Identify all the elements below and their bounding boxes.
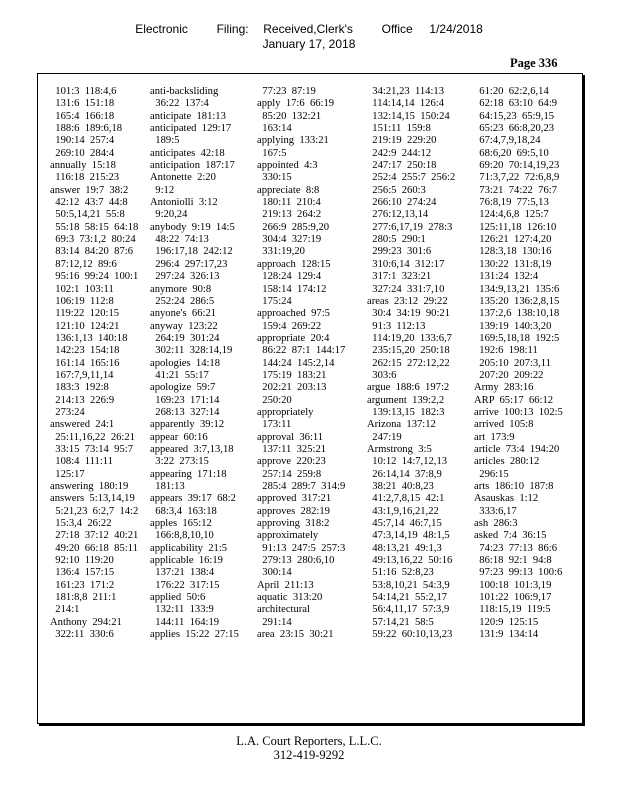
- index-entry-line: 108:4 111:11: [50, 456, 113, 468]
- index-entry-line: 71:3,7,22 72:6,8,9: [474, 172, 560, 184]
- index-entry-line: answered 24:1: [50, 419, 115, 431]
- index-entry-line: 128:3,18 130:16: [474, 246, 552, 258]
- index-entry-line: 95:16 99:24 100:1: [50, 271, 139, 283]
- index-entry-line: aquatic 313:20: [257, 592, 323, 604]
- index-entry-line: 118:15,19 119:5: [474, 604, 551, 616]
- index-entry-line: appears 39:17 68:2: [150, 493, 236, 505]
- index-entry-line: 269:10 284:4: [50, 147, 115, 159]
- index-entry-line: 100:18 101:3,19: [474, 579, 552, 591]
- index-entry-line: 101:22 106:9,17: [474, 592, 552, 604]
- index-entry-line: 242:9 244:12: [367, 147, 432, 159]
- index-entry-line: 36:22 137:4: [150, 98, 209, 110]
- index-entry-line: 132:11 133:9: [150, 604, 214, 616]
- index-entry-line: 139:19 140:3,20: [474, 320, 552, 332]
- index-entry-line: 165:4 166:18: [50, 110, 115, 122]
- index-column-1: [50, 86, 138, 641]
- index-entry-line: 302:11 328:14,19: [150, 345, 233, 357]
- index-entry-line: 330:15: [257, 172, 292, 184]
- index-entry-line: 167:7,9,11,14: [50, 369, 114, 381]
- index-entry-line: 131:24 132:4: [474, 271, 539, 283]
- index-entry-line: applicability 21:5: [150, 542, 228, 554]
- index-entry-line: 73:21 74:22 76:7: [474, 184, 557, 196]
- filing-stamp-date: 1/24/2018: [429, 22, 483, 36]
- index-entry-line: 196:17,18 242:12: [150, 246, 233, 258]
- index-entry-line: apologies 14:18: [150, 357, 221, 369]
- index-entry-line: 53:8,10,21 54:3,9: [367, 579, 450, 591]
- index-entry-line: 252:4 255:7 256:2: [367, 172, 456, 184]
- index-column-5: [474, 86, 563, 641]
- index-entry-line: applies 15:22 27:15: [150, 629, 239, 641]
- index-entry-line: arrive 100:13 102:5: [474, 406, 563, 418]
- index-entry-line: 86:18 92:1 94:8: [474, 555, 552, 567]
- index-entry-line: anticipated 129:17: [150, 123, 232, 135]
- index-entry-line: 169:23 171:14: [150, 394, 220, 406]
- index-entry-line: 142:23 154:18: [50, 345, 120, 357]
- index-entry-line: 135:20 136:2,8,15: [474, 295, 560, 307]
- index-entry-line: annually 15:18: [50, 160, 116, 172]
- index-entry-line: approves 282:19: [257, 505, 330, 517]
- index-entry-line: article 73:4 194:20: [474, 443, 560, 455]
- index-entry-line: 121:10 124:21: [50, 320, 120, 332]
- index-entry-line: approve 220:23: [257, 456, 326, 468]
- index-entry-line: 202:21 203:13: [257, 382, 327, 394]
- index-entry-line: 167:5: [257, 147, 287, 159]
- index-entry-line: 285:4 289:7 314:9: [257, 481, 346, 492]
- index-entry-line: 41:2,7,8,15 42:1: [367, 493, 445, 505]
- index-entry-line: 205:10 207:3,11: [474, 357, 552, 369]
- index-entry-line: 144:24 145:2,14: [257, 357, 335, 369]
- index-entry-line: approved 317:21: [257, 493, 332, 505]
- index-entry-line: 252:24 286:5: [150, 295, 215, 307]
- index-entry-line: 120:9 125:15: [474, 616, 539, 628]
- index-entry-line: 266:10 274:24: [367, 197, 437, 209]
- index-entry-line: 42:12 43:7 44:8: [50, 197, 128, 209]
- index-entry-line: anyone's 66:21: [150, 308, 217, 320]
- index-entry-line: appearing 171:18: [150, 468, 227, 480]
- index-entry-line: apples 165:12: [150, 518, 212, 530]
- index-entry-line: 173:11: [257, 419, 292, 431]
- index-entry-line: 310:6,14 312:17: [367, 258, 445, 270]
- index-entry-line: 67:4,7,9,18,24: [474, 135, 541, 147]
- index-entry-line: 47:3,14,19 48:1,5: [367, 530, 450, 542]
- index-entry-line: 10:12 14:7,12,13: [367, 456, 448, 468]
- index-entry-line: apologize 59:7: [150, 382, 216, 394]
- index-entry-line: 125:11,18 126:10: [474, 221, 557, 233]
- index-entry-line: 5:21,23 6:2,7 14:2: [50, 505, 139, 517]
- index-entry-line: Armstrong 3:5: [367, 443, 432, 455]
- index-entry-line: 317:1 323:21: [367, 271, 432, 283]
- index-entry-line: April 211:13: [257, 579, 314, 591]
- index-entry-line: 291:14: [257, 616, 292, 628]
- index-column-4: [367, 86, 455, 641]
- index-entry-line: 34:21,23 114:13: [367, 86, 445, 97]
- index-entry-line: 266:9 285:9,20: [257, 221, 330, 233]
- index-column-2: [150, 86, 239, 641]
- index-entry-line: 128:24 129:4: [257, 271, 322, 283]
- index-entry-line: anticipate 181:13: [150, 110, 226, 122]
- index-entry-line: 175:19 183:21: [257, 369, 327, 381]
- index-entry-line: answers 5:13,14,19: [50, 493, 135, 505]
- index-entry-line: 57:14,21 58:5: [367, 616, 434, 628]
- index-entry-line: architectural: [257, 604, 310, 616]
- index-entry-line: 276:12,13,14: [367, 209, 429, 221]
- index-entry-line: 158:14 174:12: [257, 283, 327, 295]
- index-entry-line: answering 180:19: [50, 481, 129, 492]
- index-entry-line: 296:15: [474, 468, 509, 480]
- index-entry-line: appeared 3:7,13,18: [150, 443, 234, 455]
- index-entry-line: areas 23:12 29:22: [367, 295, 448, 307]
- index-entry-line: 74:23 77:13 86:6: [474, 542, 557, 554]
- index-entry-line: Asauskas 1:12: [474, 493, 539, 505]
- index-entry-line: 86:22 87:1 144:17: [257, 345, 346, 357]
- index-entry-line: 161:14 165:16: [50, 357, 120, 369]
- index-entry-line: approach 128:15: [257, 258, 331, 270]
- index-entry-line: 235:15,20 250:18: [367, 345, 450, 357]
- index-entry-line: 268:13 327:14: [150, 406, 220, 418]
- index-entry-line: 181:8,8 211:1: [50, 592, 117, 604]
- index-column-3: [257, 86, 345, 641]
- index-entry-line: 176:22 317:15: [150, 579, 220, 591]
- index-entry-line: 106:19 112:8: [50, 295, 114, 307]
- index-entry-line: 296:4 297:17,23: [150, 258, 228, 270]
- index-entry-line: 114:14,14 126:4: [367, 98, 445, 110]
- index-entry-line: 51:16 52:8,23: [367, 567, 434, 579]
- index-entry-line: 304:4 327:19: [257, 234, 322, 246]
- index-entry-line: 43:1,9,16,21,22: [367, 505, 439, 517]
- index-entry-line: 297:24 326:13: [150, 271, 220, 283]
- index-entry-line: approximately: [257, 530, 319, 542]
- index-frame: [37, 73, 583, 724]
- index-entry-line: applied 50:6: [150, 592, 206, 604]
- index-entry-line: 119:22 120:15: [50, 308, 120, 320]
- filing-stamp-electronic: Electronic: [135, 22, 188, 36]
- index-entry-line: 183:3 192:8: [50, 382, 109, 394]
- index-entry-line: 207:20 209:22: [474, 369, 544, 381]
- index-entry-line: 65:23 66:8,20,23: [474, 123, 555, 135]
- index-entry-line: 130:22 131:8,19: [474, 258, 552, 270]
- index-entry-line: appropriate 20:4: [257, 332, 330, 344]
- index-entry-line: arts 186:10 187:8: [474, 481, 554, 492]
- index-entry-line: 41:21 55:17: [150, 369, 209, 381]
- index-entry-line: 91:3 112:13: [367, 320, 426, 332]
- index-entry-line: art 173:9: [474, 431, 515, 443]
- index-entry-line: 62:18 63:10 64:9: [474, 98, 557, 110]
- index-entry-line: appreciate 8:8: [257, 184, 320, 196]
- page-number: Page 336: [510, 56, 558, 70]
- index-entry-line: 322:11 330:6: [50, 629, 114, 641]
- transcript-date: January 17, 2018: [262, 37, 356, 51]
- index-entry-line: 64:15,23 65:9,15: [474, 110, 555, 122]
- index-entry-line: 219:13 264:2: [257, 209, 322, 221]
- index-entry-line: 131:9 134:14: [474, 629, 539, 641]
- index-entry-line: 26:14,14 37:8,9: [367, 468, 442, 480]
- index-entry-line: 161:23 171:2: [50, 579, 115, 591]
- footer-company: L.A. Court Reporters, L.L.C.: [236, 734, 382, 748]
- index-entry-line: 33:15 73:14 95:7: [50, 443, 133, 455]
- index-entry-line: 273:24: [50, 406, 85, 418]
- index-entry-line: 49:20 66:18 85:11: [50, 542, 138, 554]
- index-entry-line: anymore 90:8: [150, 283, 212, 295]
- index-entry-line: 247:17 250:18: [367, 160, 437, 172]
- index-entry-line: 219:19 229:20: [367, 135, 437, 147]
- index-entry-line: answer 19:7 38:2: [50, 184, 129, 196]
- index-entry-line: 9:20,24: [150, 209, 188, 221]
- index-entry-line: 27:18 37:12 40:21: [50, 530, 139, 542]
- index-entry-line: 144:11 164:19: [150, 616, 220, 628]
- index-entry-line: 214:13 226:9: [50, 394, 115, 406]
- index-entry-line: 114:19,20 133:6,7: [367, 332, 452, 344]
- index-entry-line: argument 139:2,2: [367, 394, 445, 406]
- index-entry-line: anybody 9:19 14:5: [150, 221, 235, 233]
- index-entry-line: 331:19,20: [257, 246, 305, 258]
- index-entry-line: 300:14: [257, 567, 292, 579]
- index-entry-line: 166:8,8,10,10: [150, 530, 214, 542]
- index-entry-line: appear 60:16: [150, 431, 208, 443]
- index-entry-line: 137:21 138:4: [150, 567, 215, 579]
- index-entry-line: 125:17: [50, 468, 85, 480]
- index-entry-line: anyway 123:22: [150, 320, 218, 332]
- index-entry-line: appropriately: [257, 406, 314, 418]
- index-entry-line: anticipates 42:18: [150, 147, 225, 159]
- index-entry-line: 48:13,21 49:1,3: [367, 542, 442, 554]
- index-entry-line: 54:14,21 55:2,17: [367, 592, 448, 604]
- index-entry-line: 256:5 260:3: [367, 184, 426, 196]
- index-entry-line: 69:3 73:1,2 80:24: [50, 234, 136, 246]
- index-entry-line: argue 188:6 197:2: [367, 382, 450, 394]
- index-entry-line: 68:6,20 69:5,10: [474, 147, 549, 159]
- index-entry-line: 124:4,6,8 125:7: [474, 209, 549, 221]
- index-entry-line: 45:7,14 46:7,15: [367, 518, 442, 530]
- index-entry-line: 97:23 99:13 100:6: [474, 567, 563, 579]
- index-entry-line: arrived 105:8: [474, 419, 534, 431]
- index-entry-line: 25:11,16,22 26:21: [50, 431, 135, 443]
- index-entry-line: 59:22 60:10,13,23: [367, 629, 453, 641]
- index-entry-line: 280:5 290:1: [367, 234, 426, 246]
- index-entry-line: 136:4 157:15: [50, 567, 115, 579]
- index-entry-line: 136:1,13 140:18: [50, 332, 128, 344]
- index-entry-line: 181:13: [150, 481, 185, 492]
- index-entry-line: Arizona 137:12: [367, 419, 436, 431]
- index-entry-line: 190:14 257:4: [50, 135, 115, 147]
- index-entry-line: 134:9,13,21 135:6: [474, 283, 560, 295]
- index-entry-line: apply 17:6 66:19: [257, 98, 335, 110]
- index-entry-line: 250:20: [257, 394, 292, 406]
- index-entry-line: 175:24: [257, 295, 292, 307]
- index-entry-line: 189:5: [150, 135, 180, 147]
- index-entry-line: 61:20 62:2,6,14: [474, 86, 549, 97]
- filing-stamp-received: Received,Clerk's: [263, 22, 353, 36]
- index-entry-line: 188:6 189:6,18: [50, 123, 123, 135]
- index-entry-line: applicable 16:19: [150, 555, 223, 567]
- index-entry-line: 151:11 159:8: [367, 123, 431, 135]
- index-entry-line: 101:3 118:4,6: [50, 86, 117, 97]
- index-entry-line: 247:19: [367, 431, 402, 443]
- index-entry-line: 91:13 247:5 257:3: [257, 542, 346, 554]
- index-entry-line: 137:2,6 138:10,18: [474, 308, 560, 320]
- index-entry-line: 50:5,14,21 55:8: [50, 209, 125, 221]
- index-entry-line: 102:1 103:11: [50, 283, 114, 295]
- index-entry-line: anticipation 187:17: [150, 160, 235, 172]
- index-entry-line: articles 280:12: [474, 456, 540, 468]
- index-entry-line: 277:6,17,19 278:3: [367, 221, 453, 233]
- index-entry-line: 3:22 273:15: [150, 456, 209, 468]
- index-entry-line: anti-backsliding: [150, 86, 219, 97]
- index-entry-line: 9:12: [150, 184, 175, 196]
- index-entry-line: Anthony 294:21: [50, 616, 122, 628]
- index-entry-line: 139:13,15 182:3: [367, 406, 445, 418]
- index-entry-line: 69:20 70:14,19,23: [474, 160, 560, 172]
- filing-stamp-office: Office: [381, 22, 413, 36]
- index-entry-line: approval 36:11: [257, 431, 324, 443]
- index-entry-line: 257:14 259:8: [257, 468, 322, 480]
- index-entry-line: 87:12,12 89:6: [50, 258, 117, 270]
- index-entry-line: apparently 39:12: [150, 419, 225, 431]
- index-entry-line: approving 318:2: [257, 518, 330, 530]
- index-entry-line: 192:6 198:11: [474, 345, 538, 357]
- footer-phone: 312-419-9292: [273, 748, 345, 762]
- index-entry-line: 83:14 84:20 87:6: [50, 246, 133, 258]
- index-entry-line: 92:10 119:20: [50, 555, 114, 567]
- index-entry-line: approached 97:5: [257, 308, 330, 320]
- index-entry-line: 55:18 58:15 64:18: [50, 221, 139, 233]
- index-entry-line: 126:21 127:4,20: [474, 234, 552, 246]
- index-entry-line: appointed 4:3: [257, 160, 318, 172]
- index-entry-line: 279:13 280:6,10: [257, 555, 335, 567]
- index-entry-line: 48:22 74:13: [150, 234, 209, 246]
- index-entry-line: 76:8,19 77:5,13: [474, 197, 549, 209]
- index-entry-line: 327:24 331:7,10: [367, 283, 445, 295]
- index-entry-line: 132:14,15 150:24: [367, 110, 450, 122]
- index-entry-line: 85:20 132:21: [257, 110, 322, 122]
- index-entry-line: Army 283:16: [474, 382, 534, 394]
- index-entry-line: 264:19 301:24: [150, 332, 220, 344]
- index-entry-line: 299:23 301:6: [367, 246, 432, 258]
- index-entry-line: 77:23 87:19: [257, 86, 316, 97]
- index-entry-line: area 23:15 30:21: [257, 629, 334, 641]
- index-entry-line: 180:11 210:4: [257, 197, 321, 209]
- index-entry-line: 56:4,11,17 57:3,9: [367, 604, 450, 616]
- filing-stamp-line: [0, 22, 618, 36]
- index-entry-line: applying 133:21: [257, 135, 329, 147]
- index-entry-line: 131:6 151:18: [50, 98, 115, 110]
- index-entry-line: ash 286:3: [474, 518, 518, 530]
- index-entry-line: Antonette 2:20: [150, 172, 216, 184]
- filing-stamp-filing: Filing:: [216, 22, 249, 36]
- index-entry-line: 262:15 272:12,22: [367, 357, 450, 369]
- index-entry-line: 116:18 215:23: [50, 172, 120, 184]
- index-entry-line: Antoniolli 3:12: [150, 197, 218, 209]
- index-entry-line: asked 7:4 36:15: [474, 530, 547, 542]
- index-entry-line: 159:4 269:22: [257, 320, 322, 332]
- index-entry-line: 169:5,18,18 192:5: [474, 332, 560, 344]
- index-entry-line: 68:3,4 163:18: [150, 505, 217, 517]
- index-entry-line: 163:14: [257, 123, 292, 135]
- index-entry-line: 137:11 325:21: [257, 443, 327, 455]
- index-entry-line: 214:1: [50, 604, 80, 616]
- index-entry-line: 49:13,16,22 50:16: [367, 555, 453, 567]
- index-entry-line: 38:21 40:8,23: [367, 481, 434, 492]
- index-entry-line: 30:4 34:19 90:21: [367, 308, 450, 320]
- index-entry-line: 303:6: [367, 369, 397, 381]
- index-entry-line: ARP 65:17 66:12: [474, 394, 554, 406]
- index-entry-line: 15:3,4 26:22: [50, 518, 112, 530]
- index-entry-line: 333:6,17: [474, 505, 517, 517]
